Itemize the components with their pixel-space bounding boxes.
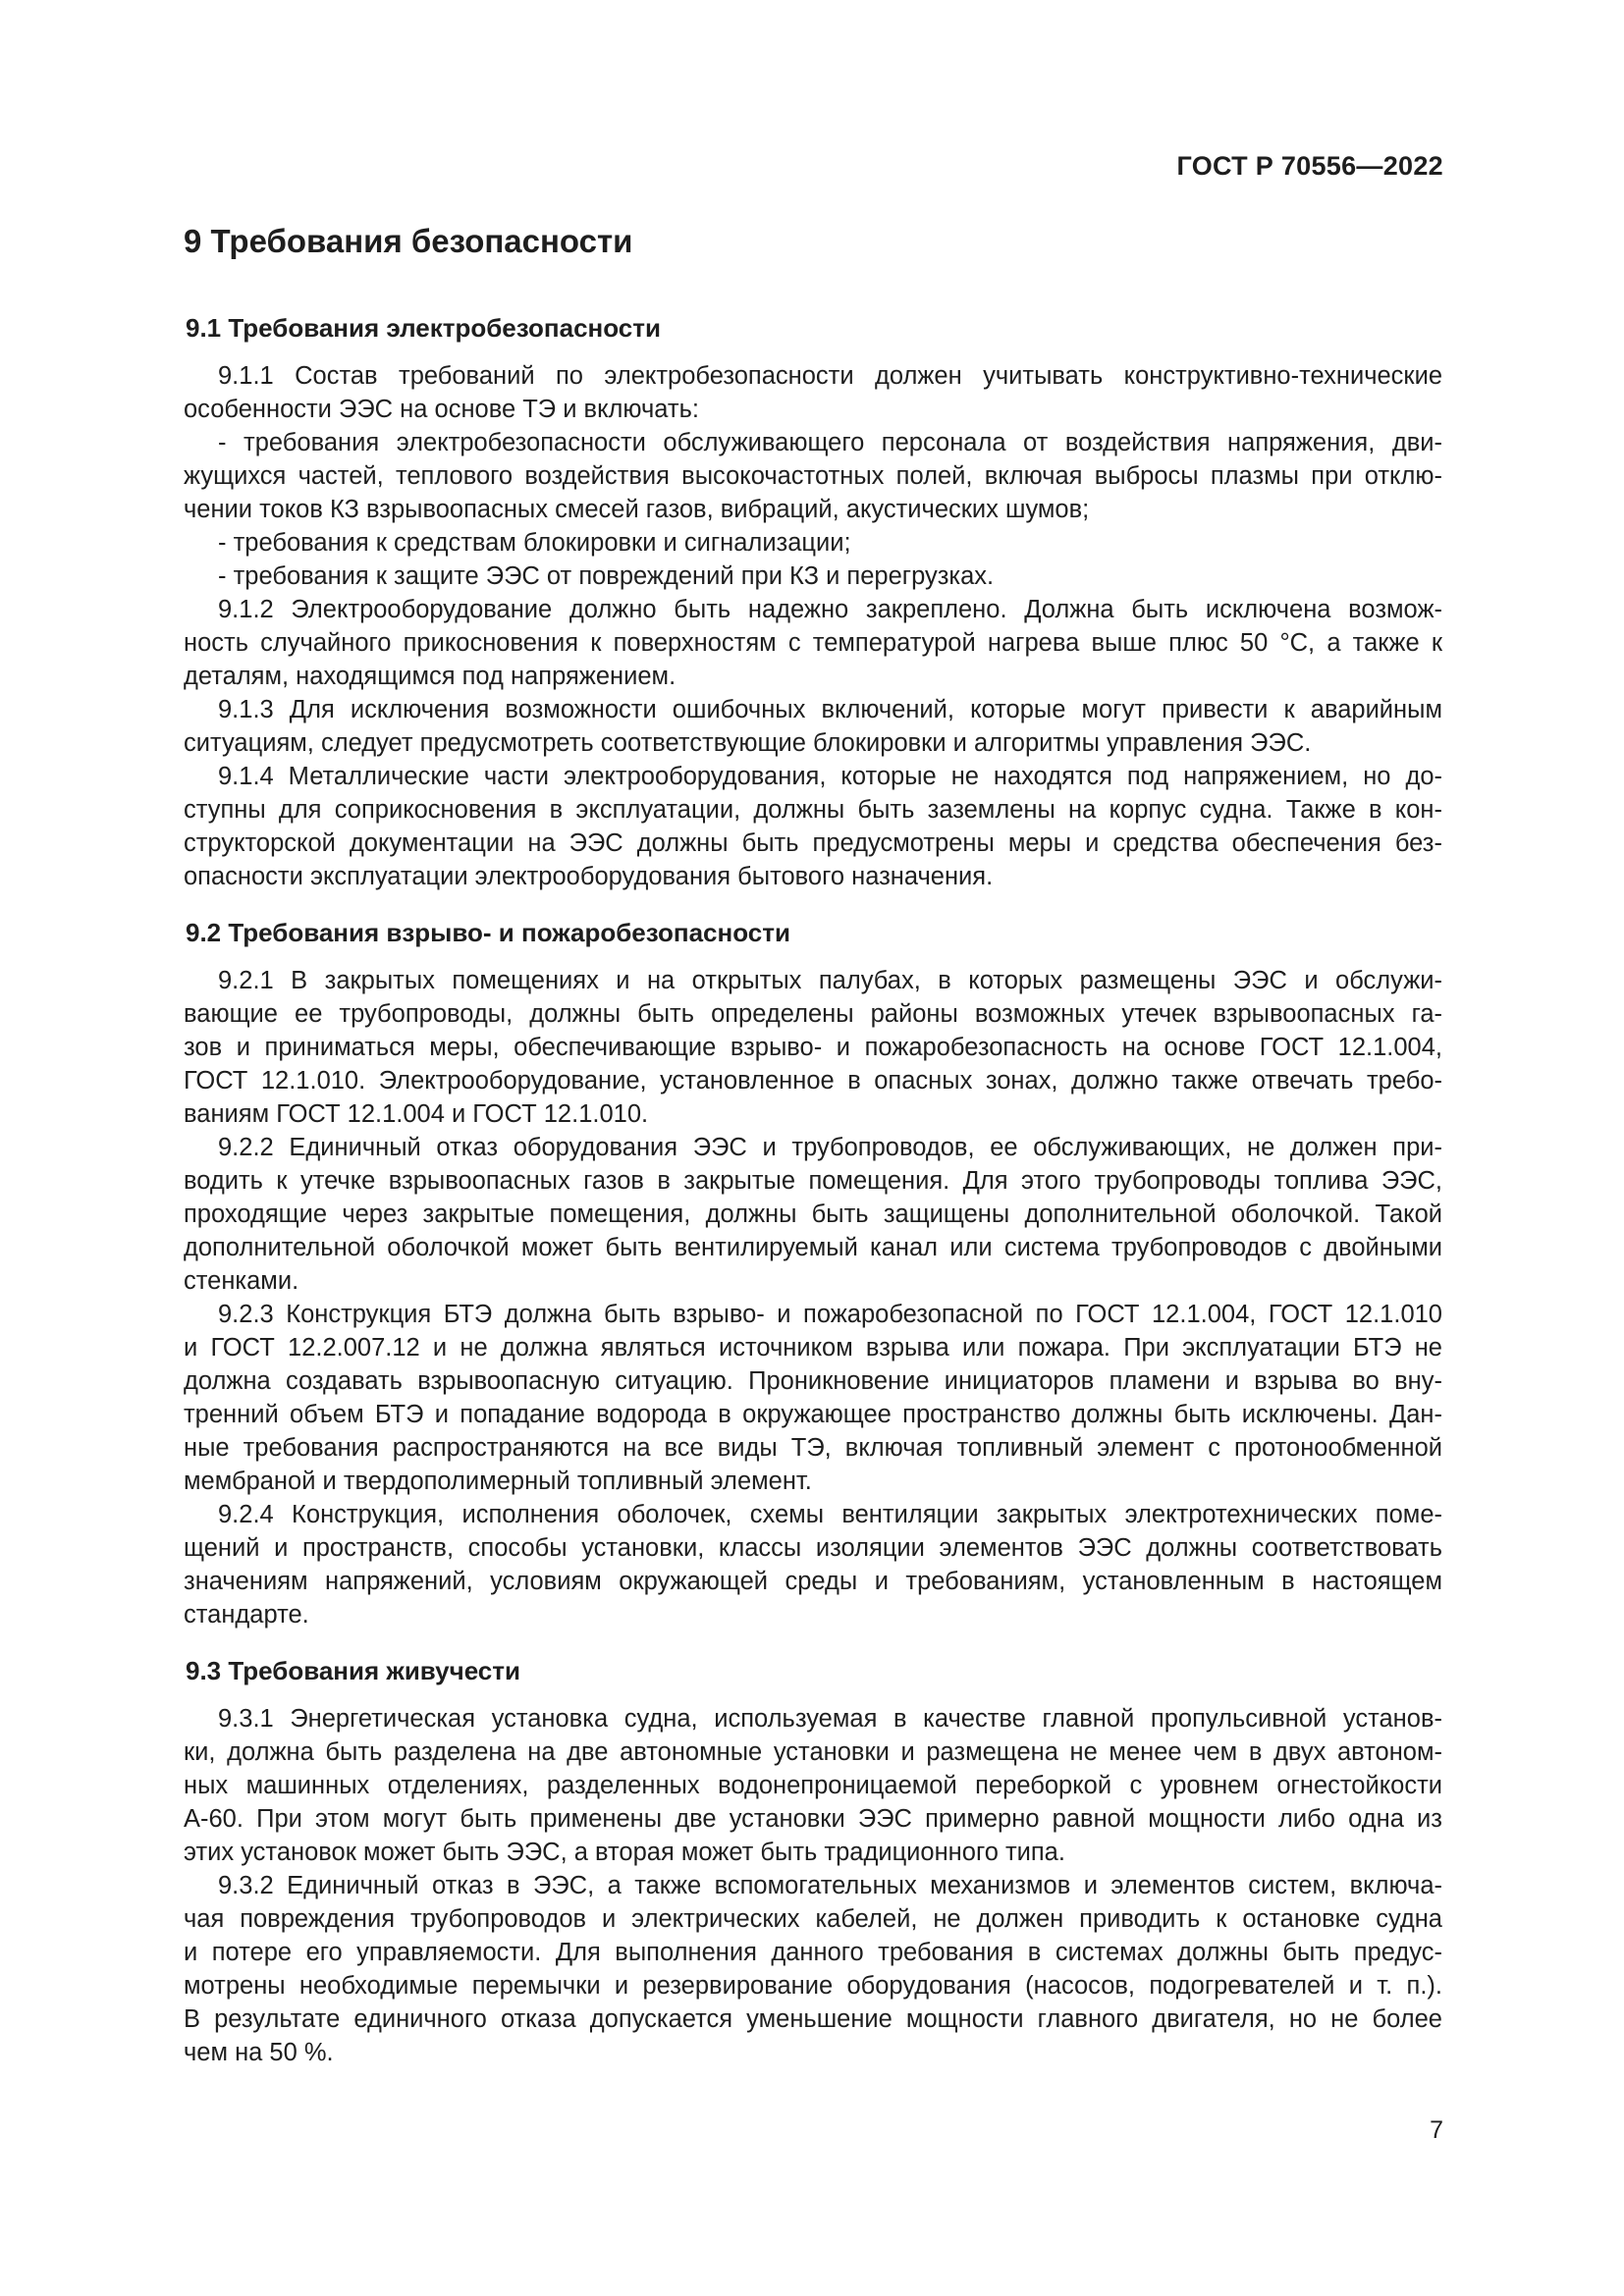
paragraph-list-item — [184, 526, 1442, 560]
paragraph-9-3-2 — [184, 1869, 1442, 2069]
text-line: стенками. — [184, 1267, 299, 1295]
text-line: жущихся частей, теплового воздействия высокочастотных полей, включая выбросы плазмы при отклю- — [184, 462, 1442, 490]
text-line: чем на 50 %. — [184, 2039, 334, 2066]
text-line: стандарте. — [184, 1601, 309, 1629]
text-line: деталям, находящимся под напряжением. — [184, 663, 677, 690]
text-line: дополнительной оболочкой может быть вентилируемый канал или система трубопроводов с двойными — [184, 1234, 1442, 1261]
paragraph-9-2-3 — [184, 1298, 1442, 1498]
text-line: и потере его управляемости. Для выполнения данного требования в системах должны быть предус- — [184, 1939, 1442, 1966]
text-line: - требования к защите ЭЭС от повреждений при КЗ и перегрузках. — [218, 562, 995, 590]
paragraph-9-1-2 — [184, 593, 1442, 693]
paragraph-9-2-4 — [184, 1498, 1442, 1631]
text-line: опасности эксплуатации электрооборудования бытового назначения. — [184, 863, 994, 890]
text-line: и ГОСТ 12.2.007.12 и не должна являться источником взрыва или пожара. При эксплуатации БТЭ не — [184, 1334, 1442, 1362]
paragraph-list-item — [184, 560, 1442, 593]
text-line: - требования к средствам блокировки и сигнализации; — [218, 529, 851, 557]
document-code: ГОСТ Р 70556—2022 — [1176, 151, 1443, 181]
text-line: ступны для соприкосновения в эксплуатации, должны быть заземлены на корпус судна. Также в кон- — [184, 796, 1442, 824]
text-line: тренний объем БТЭ и попадание водорода в окружающее пространство должны быть исключены. Дан- — [184, 1401, 1442, 1428]
text-line: ситуациям, следует предусмотреть соответствующие блокировки и алгоритмы управления ЭЭС. — [184, 729, 1312, 757]
text-line: 9.1.4 Металлические части электрооборудования, которые не находятся под напряжением, но до- — [218, 763, 1442, 790]
page-number: 7 — [1430, 2116, 1443, 2144]
text-line: ГОСТ 12.1.010. Электрооборудование, установленное в опасных зонах, должно также отвечать требо- — [184, 1067, 1442, 1095]
paragraph-9-1-3 — [184, 693, 1442, 760]
text-line: ные требования распространяются на все виды ТЭ, включая топливный элемент с протонообменной — [184, 1434, 1442, 1462]
subsection-title-9-3: 9.3 Требования живучести — [186, 1656, 520, 1685]
text-line: структорской документации на ЭЭС должны быть предусмотрены меры и средства обеспечения без- — [184, 829, 1442, 857]
text-line: 9.2.1 В закрытых помещениях и на открытых палубах, в которых размещены ЭЭС и обслужи- — [218, 967, 1442, 994]
text-line: проходящие через закрытые помещения, должны быть защищены дополнительной оболочкой. Такой — [184, 1201, 1442, 1228]
subsection-title-9-1: 9.1 Требования электробезопасности — [186, 313, 661, 343]
section-title: 9 Требования безопасности — [184, 223, 633, 259]
paragraph-list-item — [184, 426, 1442, 526]
text-line: 9.1.1 Состав требований по электробезопасности должен учитывать конструктивно-технические — [218, 362, 1442, 390]
text-line: ки, должна быть разделена на две автономные установки и размещена не менее чем в двух автоном- — [184, 1738, 1442, 1766]
text-line: особенности ЭЭС на основе ТЭ и включать: — [184, 396, 699, 423]
text-line: мембраной и твердополимерный топливный элемент. — [184, 1468, 812, 1495]
paragraph-9-1-4 — [184, 760, 1442, 893]
text-line: зов и приниматься меры, обеспечивающие взрыво- и пожаробезопасность на основе ГОСТ 12.1.004, — [184, 1034, 1442, 1061]
text-line: чении токов КЗ взрывоопасных смесей газов, вибраций, акустических шумов; — [184, 496, 1090, 523]
text-line: 9.2.2 Единичный отказ оборудования ЭЭС и трубопроводов, ее обслуживающих, не должен при- — [218, 1134, 1442, 1161]
text-line: ных машинных отделениях, разделенных водонепроницаемой переборкой с уровнем огнестойкости — [184, 1772, 1442, 1799]
text-line: мотрены необходимые перемычки и резервирование оборудования (насосов, подогревателей и т. п.). — [184, 1972, 1442, 2000]
paragraph-9-2-2 — [184, 1131, 1442, 1298]
text-line: ваниям ГОСТ 12.1.004 и ГОСТ 12.1.010. — [184, 1100, 649, 1128]
text-line: 9.3.1 Энергетическая установка судна, используемая в качестве главной пропульсивной установ- — [218, 1705, 1442, 1733]
text-line: должна создавать взрывоопасную ситуацию. Проникновение инициаторов пламени и взрыва во вну- — [184, 1367, 1442, 1395]
text-line: значениям напряжений, условиям окружающей среды и требованиям, установленным в настоящем — [184, 1568, 1442, 1595]
text-line: 9.1.2 Электрооборудование должно быть надежно закреплено. Должна быть исключена возмож- — [218, 596, 1442, 623]
page-content — [184, 218, 1442, 2069]
text-line: - требования электробезопасности обслуживающего персонала от воздействия напряжения, дви- — [218, 429, 1442, 456]
text-line: В результате единичного отказа допускается уменьшение мощности главного двигателя, но не более — [184, 2005, 1442, 2033]
text-line: 9.1.3 Для исключения возможности ошибочных включений, которые могут привести к аварийным — [218, 696, 1442, 723]
text-line: этих установок может быть ЭЭС, а вторая может быть традиционного типа. — [184, 1839, 1065, 1866]
subsection-title-9-2: 9.2 Требования взрыво- и пожаробезопасности — [186, 918, 790, 947]
text-line: 9.2.3 Конструкция БТЭ должна быть взрыво- и пожаробезопасной по ГОСТ 12.1.004, ГОСТ 12.1.010 — [218, 1301, 1442, 1328]
text-line: чая повреждения трубопроводов и электрических кабелей, не должен приводить к остановке судна — [184, 1905, 1442, 1933]
paragraph-9-1-1 — [184, 359, 1442, 426]
text-line: 9.3.2 Единичный отказ в ЭЭС, а также вспомогательных механизмов и элементов систем, включа- — [218, 1872, 1442, 1899]
paragraph-9-3-1 — [184, 1702, 1442, 1869]
text-line: А-60. При этом могут быть применены две установки ЭЭС примерно равной мощности либо одна из — [184, 1805, 1442, 1833]
text-line: вающие ее трубопроводы, должны быть определены районы возможных утечек взрывоопасных га- — [184, 1000, 1442, 1028]
text-line: ность случайного прикосновения к поверхностям с температурой нагрева выше плюс 50 °С, а также к — [184, 629, 1442, 657]
text-line: щений и пространств, способы установки, классы изоляции элементов ЭЭС должны соответствовать — [184, 1534, 1442, 1562]
text-line: 9.2.4 Конструкция, исполнения оболочек, схемы вентиляции закрытых электротехнических поме- — [218, 1501, 1442, 1528]
paragraph-9-2-1 — [184, 964, 1442, 1131]
text-line: водить к утечке взрывоопасных газов в закрытые помещения. Для этого трубопроводы топлива ЭЭС, — [184, 1167, 1442, 1195]
